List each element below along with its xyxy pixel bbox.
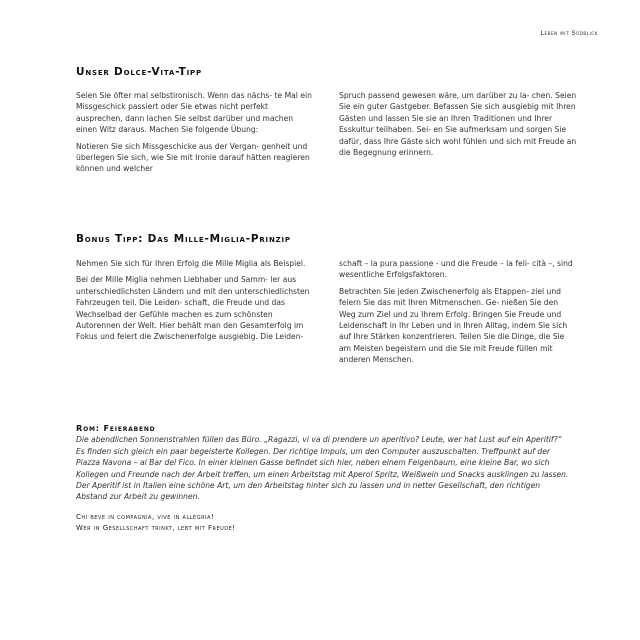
paragraph: Betrachten Sie jeden Zwischenerfolg als Etappen- ziel und feiern Sie das mit Ihren Mitmenschen. Ge- nießen Sie den Weg zum Ziel und zu Ihrem Erfolg. Bringen Sie Freude und Leidenschaft in Ihr Leben und in Ihren Alltag, indem Sie sich auf Ihre Stärken konzentrieren. Teilen Sie die Dinge, die Sie am Meisten begeistern und die Sie mit Freude füllen mit anderen Menschen. (339, 286, 568, 365)
rom-feierabend-text: Die abendlichen Sonnenstrahlen füllen das Büro. „Ragazzi, vi va di prendere un aperitivo? Leute, wer hat Lust auf ein Aperitif?“ Es finden sich gleich ein paar begeisterte Kollegen. Der richtige Impuls, um den Computer auszuschalten. Treffpunkt auf der Piazza Navona – al Bar del Fico. In einer kleinen Gasse befindet sich hier, neben einem Feigenbaum, eine kleine Bar, wo sich Kollegen und Freunde nach der Arbeit treffen, um einen Arbeitstag mit Aperol Spritz, Weißwein und Snacks ausklingen zu lassen. Der Aperitif ist in Italien eine schöne Art, um den Arbeitstag hinter sich zu lassen und in netter Gesellschaft, den richtigen Abstand zur Arbeit zu gewinnen. (76, 435, 569, 502)
paragraph: Seien Sie öfter mal selbstironisch. Wenn das nächs- te Mal ein Missgeschick passiert oder Sie etwas nicht perfekt ausprechen, dann lachen Sie selbst darüber und machen einen Witz daraus. Machen Sie folgende Übung: (76, 91, 312, 135)
paragraph: Bei der Mille Miglia nehmen Liebhaber und Samm- ler aus unterschiedlichsten Ländern und mit den unterschiedlichsten Fahrzeugen teil. Die Leiden- schaft, die Freude und das Wechselbad der Gefühle machen es zum schönsten Autorennen der Welt. Hier behält man den Gesamterfolg im Fokus und feiert die Zwischenerfolge ausgiebig. Die Leiden- (76, 275, 310, 342)
dolce-vita-title: Unser Dolce-Vita-Tipp (76, 66, 202, 78)
motto-italian: Chi beve in compagnia, vive in allegria! (76, 512, 215, 521)
motto (76, 512, 572, 535)
paragraph: Nehmen Sie sich für Ihren Erfolg die Mille Miglia als Beispiel. (76, 259, 306, 268)
mille-miglia-title: Bonus Tipp: Das Mille-Miglia-Prinzip (76, 233, 291, 245)
motto-german: Wer in Gesellschaft trinkt, lebt mit Freude! (76, 524, 236, 533)
mille-miglia-left-column (76, 258, 314, 348)
paragraph: schaft – la pura passione - und die Freude – la feli- cità –, sind wesentliche Erfolgsfaktoren. (339, 259, 573, 280)
mille-miglia-right-column (339, 258, 577, 371)
rom-feierabend-box (76, 423, 572, 535)
dolce-vita-right-column (339, 90, 577, 163)
dolce-vita-left-column (76, 90, 314, 180)
paragraph: Notieren Sie sich Missgeschicke aus der Vergan- genheit und überlegen Sie sich, wie Sie mit Ironie darauf hätten reagieren können und welcher (76, 141, 310, 174)
rom-feierabend-title: Rom: Feierabend (76, 423, 156, 433)
running-header: Leben mit Südblick (540, 30, 598, 37)
paragraph: Spruch passend gewesen wäre, um darüber zu la- chen. Seien Sie ein guter Gastgeber. Befassen Sie sich ausgiebig mit Ihren Gästen und lassen Sie sie an Ihren Traditionen und Ihrer Esskultur teilhaben. Sei- en Sie aufmerksam und sorgen Sie dafür, dass Ihre Gäste sich wohl fühlen und sich mit Freude an die Begegnung erinnern. (339, 91, 577, 158)
